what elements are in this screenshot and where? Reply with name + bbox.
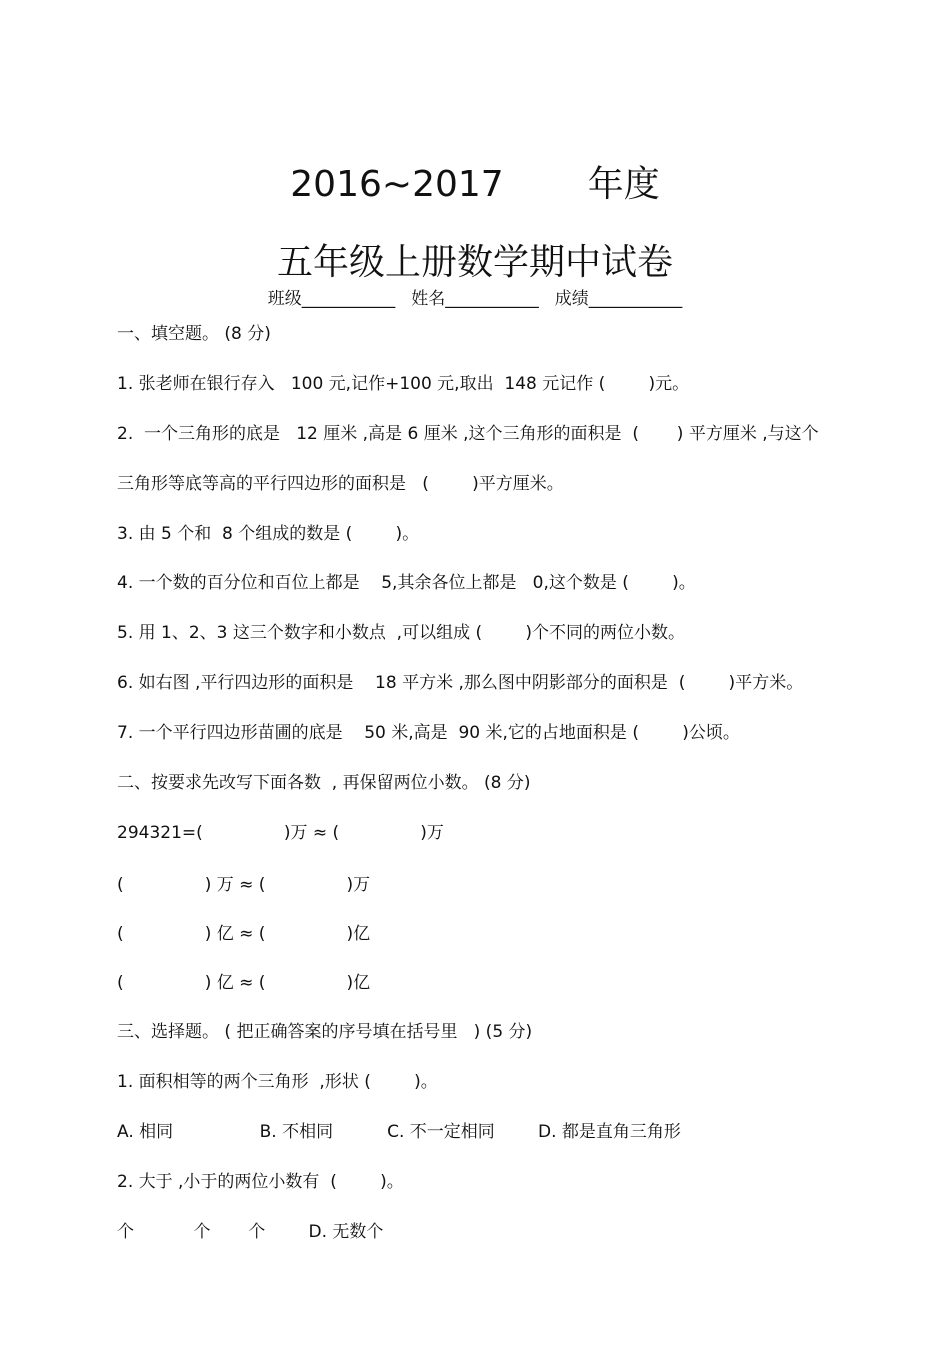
rewrite-line-4: ( ) 亿 ≈ ( )亿 bbox=[117, 973, 371, 993]
question-1-2-continued: 三角形等底等高的平行四边形的面积是 ( )平方厘米。 bbox=[117, 474, 564, 494]
question-1-1: 1. 张老师在银行存入 100 元,记作+100 元,取出 148 元记作 ( )元。 bbox=[117, 374, 690, 394]
rewrite-line-2: ( ) 万 ≈ ( )万 bbox=[117, 875, 371, 895]
year-range: 2016~2017 bbox=[290, 164, 504, 205]
question-1-7: 7. 一个平行四边形苗圃的底是 50 米,高是 90 米,它的占地面积是 ( )公顷。 bbox=[117, 723, 740, 743]
question-1-6: 6. 如右图 ,平行四边形的面积是 18 平方米 ,那么图中阴影部分的面积是 ( )平方米。 bbox=[117, 673, 804, 693]
question-1-4: 4. 一个数的百分位和百位上都是 5,其余各位上都是 0,这个数是 ( )。 bbox=[117, 573, 696, 593]
rewrite-line-1: 294321=( )万 ≈ ( )万 bbox=[117, 823, 444, 843]
rewrite-line-3: ( ) 亿 ≈ ( )亿 bbox=[117, 924, 371, 944]
question-1-3: 3. 由 5 个和 8 个组成的数是 ( )。 bbox=[117, 524, 420, 544]
question-3-2-options: 个 个 个 D. 无数个 bbox=[117, 1222, 384, 1242]
section-1-heading: 一、填空题。 (8 分) bbox=[117, 324, 271, 344]
section-3-heading: 三、选择题。 ( 把正确答案的序号填在括号里 ) (5 分) bbox=[117, 1022, 533, 1042]
question-1-2: 2. 一个三角形的底是 12 厘米 ,高是 6 厘米 ,这个三角形的面积是 ( ) 平方厘米 ,与这个 bbox=[117, 424, 819, 444]
score-field: 成绩___________ bbox=[554, 289, 683, 309]
exam-year-heading bbox=[0, 156, 950, 207]
question-3-2: 2. 大于 ,小于的两位小数有 ( )。 bbox=[117, 1172, 404, 1192]
question-3-1-options: A. 相同 B. 不相同 C. 不一定相同 D. 都是直角三角形 bbox=[117, 1122, 681, 1142]
section-2-heading: 二、按要求先改写下面各数 , 再保留两位小数。 (8 分) bbox=[117, 773, 531, 793]
name-field: 姓名___________ bbox=[411, 289, 539, 309]
student-info-row bbox=[0, 284, 950, 309]
class-field: 班级___________ bbox=[267, 289, 396, 309]
exam-title: 五年级上册数学期中试卷 bbox=[276, 242, 673, 283]
question-1-5: 5. 用 1、2、3 这三个数字和小数点 ,可以组成 ( )个不同的两位小数。 bbox=[117, 623, 685, 643]
question-3-1: 1. 面积相等的两个三角形 ,形状 ( )。 bbox=[117, 1072, 438, 1092]
year-suffix: 年度 bbox=[587, 164, 660, 205]
